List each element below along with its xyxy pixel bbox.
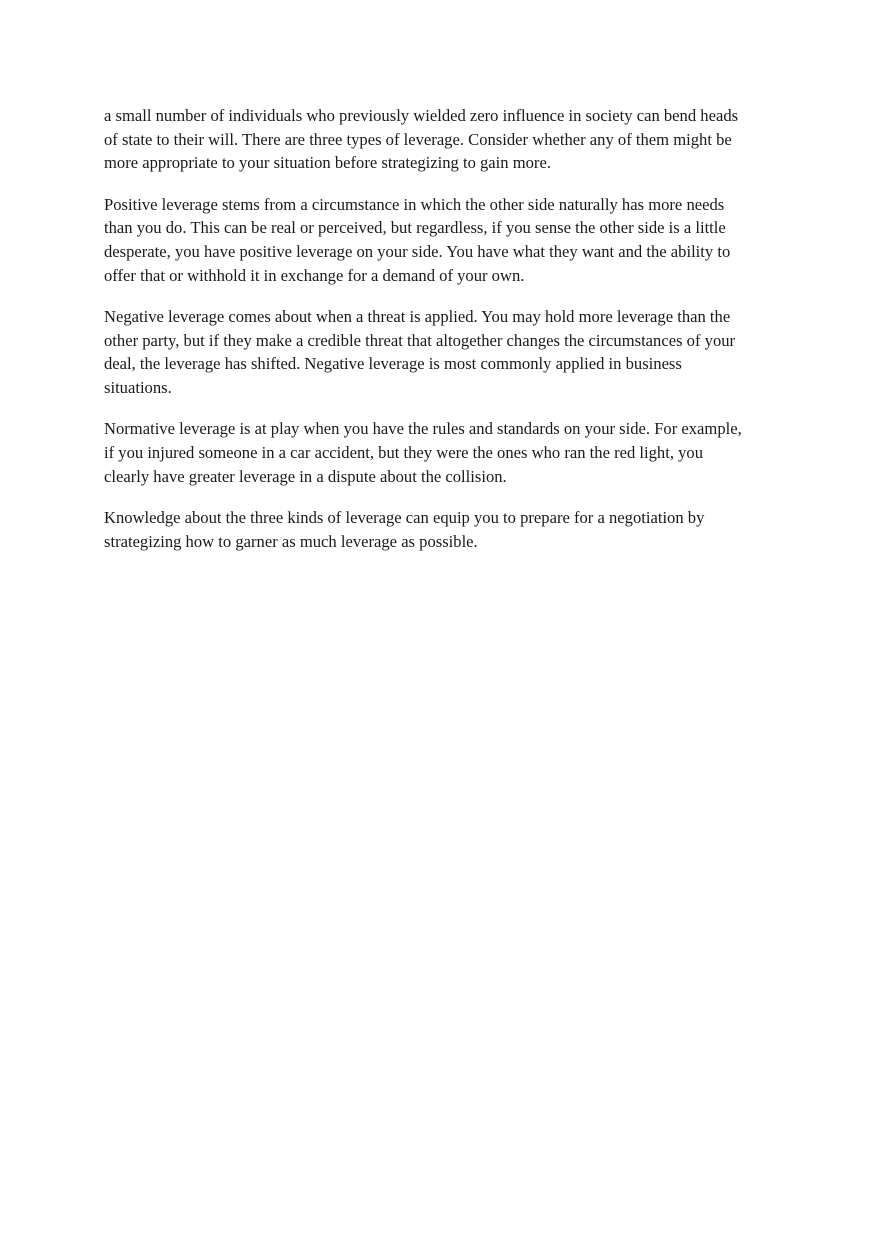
paragraph-negative-leverage: Negative leverage comes about when a threat is applied. You may hold more leverage than the other party, but if they make a credible threat that altogether changes the circumstances of your deal, the leverage has shifted. Negative leverage is most commonly applied in business situations. [104, 306, 736, 398]
paragraph-conclusion: Knowledge about the three kinds of leverage can equip you to prepare for a negotiation by strategizing how to garner as much leverage as possible. [104, 507, 705, 551]
paragraph-intro: a small number of individuals who previously wielded zero influence in society can bend heads of state to their will. There are three types of leverage. Consider whether any of them might be more appropriate to your situation before strategizing to gain more. [104, 106, 739, 173]
paragraph-positive-leverage: Positive leverage stems from a circumstance in which the other side naturally has more needs than you do. This can be real or perceived, but regardless, if you sense the other side is a little desperate, you have positive leverage on your side. You have what they want and the ability to offer that or withhold it in exchange for a demand of your own. [104, 194, 731, 285]
paragraph-normative-leverage: Normative leverage is at play when you have the rules and standards on your side. For example, if you injured someone in a car accident, but they were the ones who ran the red light, you clearly have greater leverage in a dispute about the collision. [104, 419, 742, 486]
document-body [104, 104, 744, 571]
